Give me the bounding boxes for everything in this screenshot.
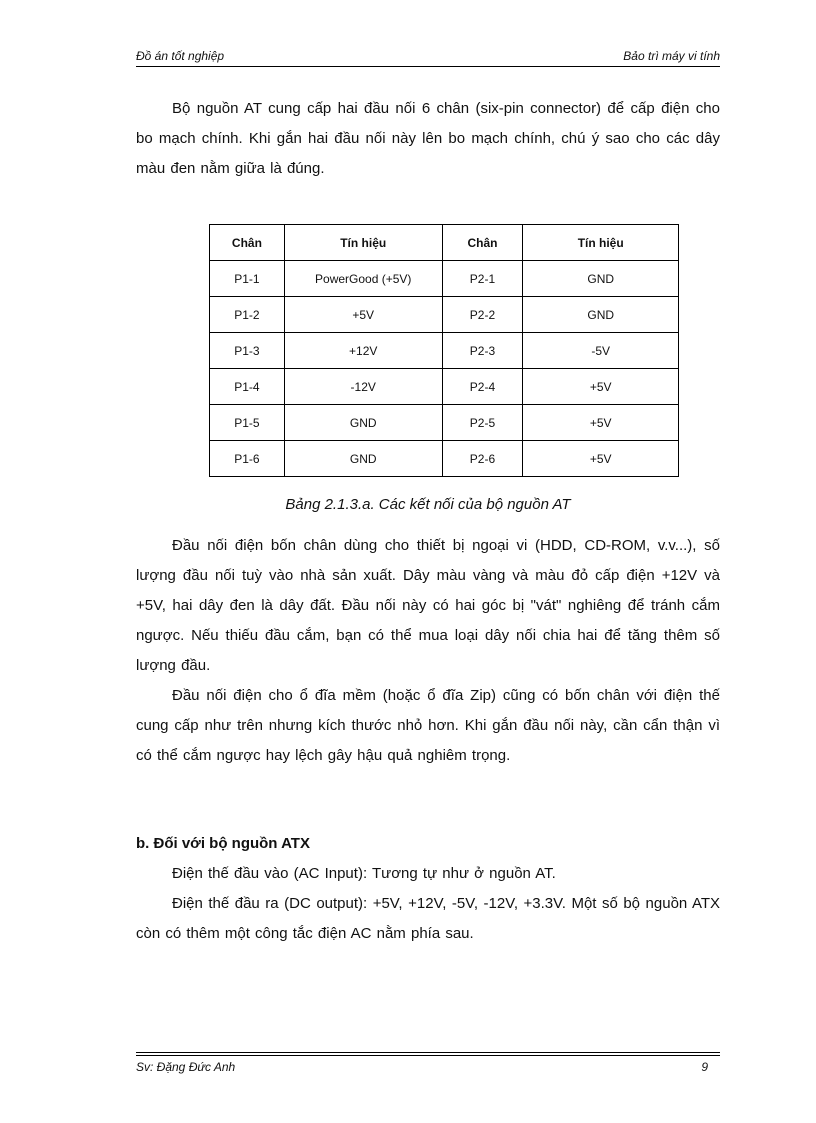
table-cell: GND bbox=[523, 261, 679, 297]
table-cell: P1-2 bbox=[210, 297, 285, 333]
table-row bbox=[210, 261, 679, 297]
table-cell: GND bbox=[284, 405, 442, 441]
footer-divider bbox=[136, 1052, 720, 1053]
header-title-right: Bảo trì máy vi tính bbox=[623, 49, 720, 63]
page-number: 9 bbox=[701, 1060, 708, 1074]
table-cell: +5V bbox=[523, 405, 679, 441]
table-header-cell: Tín hiệu bbox=[284, 225, 442, 261]
table-cell: GND bbox=[523, 297, 679, 333]
page-footer bbox=[136, 1060, 708, 1076]
paragraph-floppy-connector: Đầu nối điện cho ổ đĩa mềm (hoặc ổ đĩa Zip) cũng có bốn chân với điện thế cung cấp như trên nhưng kích thước nhỏ hơn. Khi gắn đầu nối này, cần cẩn thận vì có thể cắm ngược hay lệch gây hậu quả nghiêm trọng. bbox=[136, 687, 720, 764]
header-title-left: Đồ án tốt nghiệp bbox=[136, 49, 225, 63]
table-cell: P2-3 bbox=[442, 333, 523, 369]
footer-author: Sv: Đặng Đức Anh bbox=[136, 1060, 236, 1074]
table-cell: P2-1 bbox=[442, 261, 523, 297]
table-cell: +5V bbox=[523, 369, 679, 405]
table-header-row bbox=[210, 225, 679, 261]
section-heading-atx: b. Đối với bộ nguồn ATX bbox=[136, 835, 310, 852]
table-row bbox=[210, 297, 679, 333]
table-cell: +5V bbox=[523, 441, 679, 477]
table-cell: GND bbox=[284, 441, 442, 477]
paragraph-intro: Bộ nguồn AT cung cấp hai đầu nối 6 chân (six-pin connector) để cấp điện cho bo mạch chính. Khi gắn hai đầu nối này lên bo mạch chính, chú ý sao cho các dây màu đen nằm giữa là đúng. bbox=[136, 100, 720, 177]
paragraph-dc-output: Điện thế đầu ra (DC output): +5V, +12V, -5V, -12V, +3.3V. Một số bộ nguồn ATX còn có thêm một công tắc điện AC nằm phía sau. bbox=[136, 895, 720, 942]
table-row bbox=[210, 405, 679, 441]
table-cell: P2-4 bbox=[442, 369, 523, 405]
table-header-cell: Chân bbox=[442, 225, 523, 261]
table-header-cell: Chân bbox=[210, 225, 285, 261]
table-cell: P2-5 bbox=[442, 405, 523, 441]
table-caption: Bảng 2.1.3.a. Các kết nối của bộ nguồn AT bbox=[285, 496, 571, 513]
table-cell: -5V bbox=[523, 333, 679, 369]
table-cell: P1-4 bbox=[210, 369, 285, 405]
page-header bbox=[136, 49, 720, 65]
table-cell: +12V bbox=[284, 333, 442, 369]
connector-pin-table bbox=[209, 224, 679, 477]
table-cell: P1-6 bbox=[210, 441, 285, 477]
table-cell: P2-6 bbox=[442, 441, 523, 477]
table-cell: P1-1 bbox=[210, 261, 285, 297]
table-cell: P2-2 bbox=[442, 297, 523, 333]
footer-divider-double bbox=[136, 1055, 720, 1056]
table-header-cell: Tín hiệu bbox=[523, 225, 679, 261]
table-cell: P1-5 bbox=[210, 405, 285, 441]
paragraph-ac-input: Điện thế đầu vào (AC Input): Tương tự như ở nguồn AT. bbox=[172, 865, 556, 882]
table-cell: +5V bbox=[284, 297, 442, 333]
header-divider bbox=[136, 66, 720, 67]
table-cell: P1-3 bbox=[210, 333, 285, 369]
table-row bbox=[210, 333, 679, 369]
paragraph-peripheral-connector: Đầu nối điện bốn chân dùng cho thiết bị ngoại vi (HDD, CD-ROM, v.v...), số lượng đầu nối tuỳ vào nhà sản xuất. Dây màu vàng và màu đỏ cấp điện +12V và +5V, hai dây đen là dây đất. Đầu nối này có hai góc bị "vát" nghiêng để tránh cắm ngược. Nếu thiếu đầu cắm, bạn có thể mua loại dây nối chia hai để tăng thêm số lượng đầu. bbox=[136, 537, 720, 674]
table-cell: -12V bbox=[284, 369, 442, 405]
table-row bbox=[210, 441, 679, 477]
table-cell: PowerGood (+5V) bbox=[284, 261, 442, 297]
table-row bbox=[210, 369, 679, 405]
